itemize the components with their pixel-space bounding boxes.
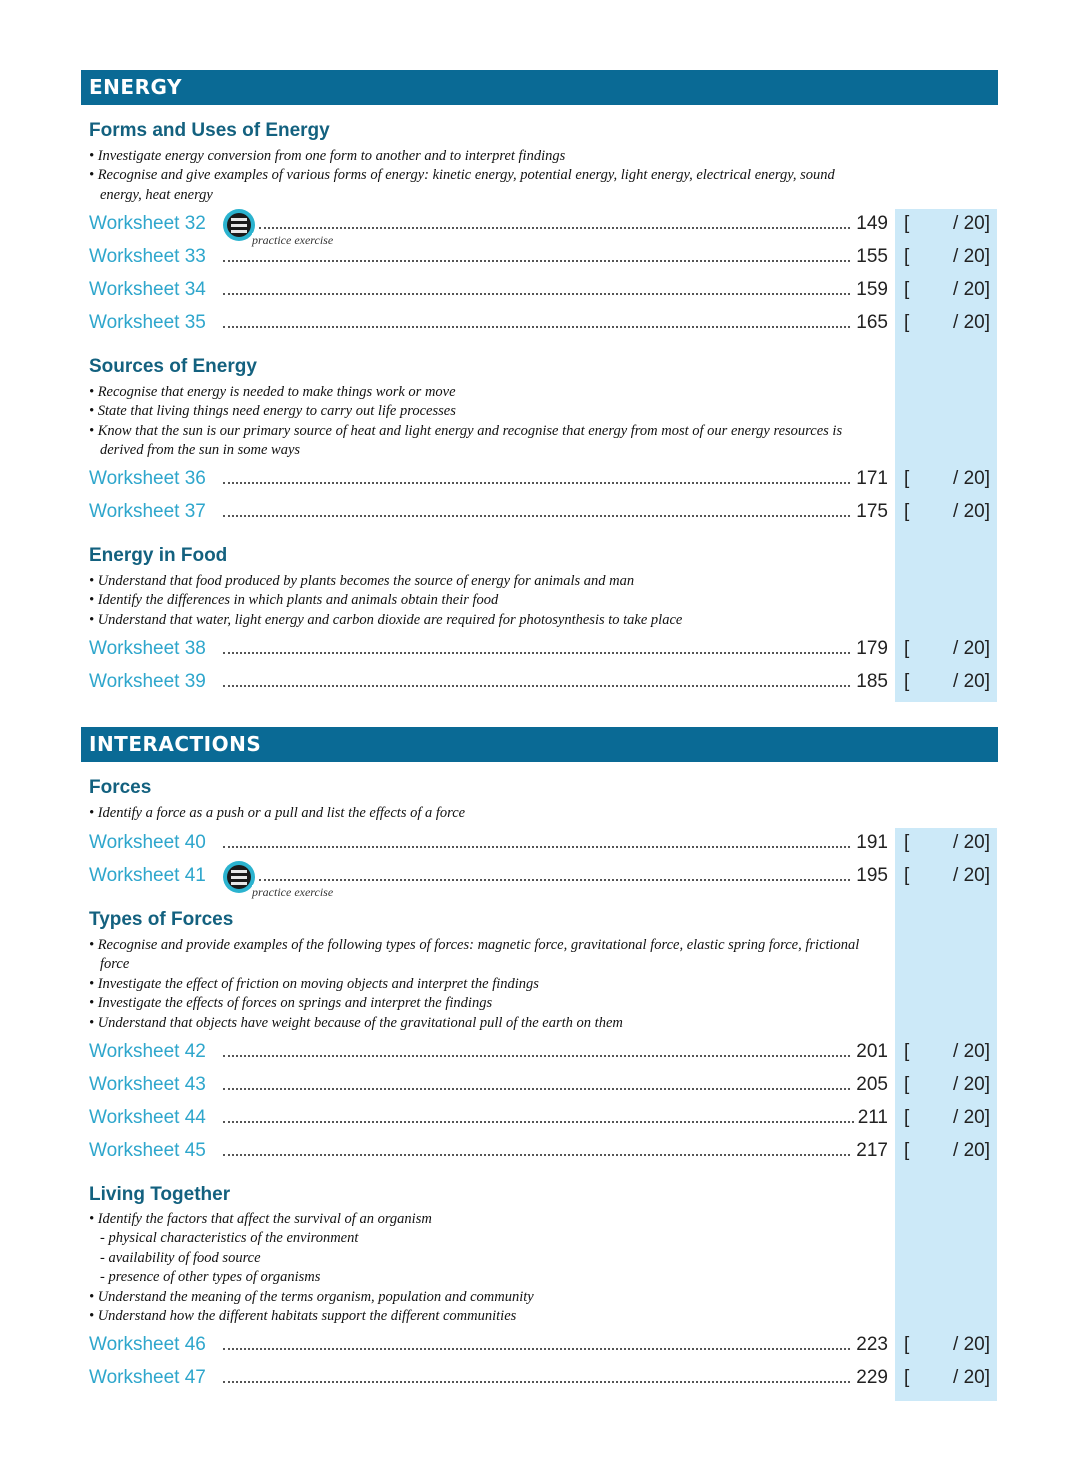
objective-item: • Understand that water, light energy and carbon dioxide are required for photosynthesis to take place: [89, 611, 683, 628]
score-bracket: [: [904, 865, 910, 886]
objective-item: • Investigate energy conversion from one form to another and to interpret findings: [89, 148, 566, 164]
leader-dots: [223, 685, 854, 687]
score-bracket: [: [904, 1140, 910, 1161]
icon-caption: practice exercise: [252, 233, 334, 247]
topic-objectives: [89, 936, 869, 1033]
section-banner-energy: ENERGY: [81, 70, 998, 105]
score-total: / 20]: [953, 1367, 990, 1388]
worksheet-row[interactable]: [89, 468, 994, 496]
leader-dots: [223, 326, 854, 328]
objective-item: • Understand that objects have weight because of the gravitational pull of the earth on them: [89, 1014, 623, 1031]
objective-item: • Understand how the different habitats support the different communities: [89, 1308, 517, 1325]
objective-item: • Recognise that energy is needed to make things work or move: [89, 384, 456, 400]
worksheet-link[interactable]: Worksheet 46: [89, 1334, 206, 1355]
topic-objectives: [89, 147, 869, 205]
score-total: / 20]: [953, 1041, 990, 1062]
objective-item: • Investigate the effects of forces on springs and interpret the findings: [89, 995, 493, 1012]
objective-item: • Know that the sun is our primary source of heat and light energy and recognise that energy from most of our energy resources is derived from the sun in some ways: [89, 422, 843, 459]
page-number: 211: [854, 1107, 888, 1129]
page-number: 195: [852, 865, 888, 887]
page-number: 185: [852, 671, 888, 693]
score-total: / 20]: [953, 501, 990, 522]
score-bracket: [: [904, 1041, 910, 1062]
score-bracket: [: [904, 671, 910, 692]
leader-dots: [223, 293, 854, 295]
worksheet-link[interactable]: Worksheet 44: [89, 1107, 206, 1128]
worksheet-row[interactable]: [89, 865, 994, 899]
score-total: / 20]: [953, 468, 990, 489]
score-total: / 20]: [953, 1140, 990, 1161]
score-bracket: [: [904, 501, 910, 522]
worksheet-link[interactable]: Worksheet 35: [89, 312, 206, 333]
page-number: 149: [852, 213, 888, 235]
score-bracket: [: [904, 1334, 910, 1355]
topic-title: Forms and Uses of Energy: [89, 120, 330, 141]
icon-caption: practice exercise: [252, 885, 334, 899]
score-bracket: [: [904, 1367, 910, 1388]
objective-item: • Understand that food produced by plants becomes the source of energy for animals and man: [89, 573, 635, 589]
score-bracket: [: [904, 1074, 910, 1095]
page-number: 205: [852, 1074, 888, 1096]
worksheet-row[interactable]: [89, 1107, 994, 1135]
topic-title: Energy in Food: [89, 545, 228, 566]
worksheet-row[interactable]: [89, 501, 994, 529]
objective-item: • Identify a force as a push or a pull and list the effects of a force: [89, 805, 466, 821]
leader-dots: [223, 652, 854, 654]
practice-exercise-icon: [223, 209, 255, 241]
leader-dots: [223, 1348, 854, 1350]
topic-title: Living Together: [89, 1184, 231, 1205]
worksheet-link[interactable]: Worksheet 40: [89, 832, 206, 853]
worksheet-row[interactable]: [89, 1334, 994, 1362]
worksheet-row[interactable]: [89, 213, 994, 247]
worksheet-link[interactable]: Worksheet 34: [89, 279, 206, 300]
topic-title: Types of Forces: [89, 909, 234, 930]
worksheet-link[interactable]: Worksheet 38: [89, 638, 206, 659]
worksheet-row[interactable]: [89, 312, 994, 340]
worksheet-row[interactable]: [89, 246, 994, 274]
worksheet-row[interactable]: [89, 638, 994, 666]
worksheet-link[interactable]: Worksheet 47: [89, 1367, 206, 1388]
page-number: 223: [852, 1334, 888, 1356]
objective-subitem: - presence of other types of organisms: [100, 1269, 321, 1286]
worksheet-row[interactable]: [89, 279, 994, 307]
worksheet-link[interactable]: Worksheet 36: [89, 468, 206, 489]
score-bracket: [: [904, 468, 910, 489]
worksheet-link[interactable]: Worksheet 39: [89, 671, 206, 692]
topic-objectives: [89, 383, 869, 461]
page-number: 159: [852, 279, 888, 301]
objective-item: • State that living things need energy to carry out life processes: [89, 403, 456, 420]
score-bracket: [: [904, 832, 910, 853]
score-total: / 20]: [953, 246, 990, 267]
page-number: 175: [852, 501, 888, 523]
score-total: / 20]: [953, 638, 990, 659]
score-bracket: [: [904, 312, 910, 333]
topic-title: Forces: [89, 777, 152, 798]
leader-dots: [223, 260, 854, 262]
objective-item: • Recognise and provide examples of the following types of forces: magnetic force, gravitational force, elastic spring force, frictional force: [89, 937, 860, 973]
objective-subitem: - availability of food source: [100, 1249, 261, 1266]
score-total: / 20]: [953, 213, 990, 234]
score-bracket: [: [904, 246, 910, 267]
topic-objectives: [89, 572, 869, 630]
page-number: 155: [852, 246, 888, 268]
leader-dots: [223, 1055, 854, 1057]
topic-title: Sources of Energy: [89, 356, 257, 377]
topic-objectives: [89, 804, 869, 823]
page-number: 171: [852, 468, 888, 490]
objective-subitem: - physical characteristics of the environment: [100, 1230, 359, 1247]
page-number: 201: [852, 1041, 888, 1063]
leader-dots: [259, 879, 854, 881]
score-bracket: [: [904, 1107, 910, 1128]
worksheet-link[interactable]: Worksheet 37: [89, 501, 206, 522]
practice-exercise-icon: [223, 861, 255, 893]
score-total: / 20]: [953, 671, 990, 692]
leader-dots: [223, 846, 854, 848]
worksheet-row[interactable]: [89, 1041, 994, 1069]
worksheet-link[interactable]: Worksheet 45: [89, 1140, 206, 1161]
topic-objectives: [89, 1210, 869, 1326]
worksheet-row[interactable]: [89, 1074, 994, 1102]
leader-dots: [223, 515, 854, 517]
worksheet-link[interactable]: Worksheet 42: [89, 1041, 206, 1062]
score-total: / 20]: [953, 312, 990, 333]
objective-item: • Identify the differences in which plants and animals obtain their food: [89, 592, 499, 609]
leader-dots: [223, 1088, 854, 1090]
worksheet-link[interactable]: Worksheet 43: [89, 1074, 206, 1095]
objective-item: • Investigate the effect of friction on moving objects and interpret the findings: [89, 975, 539, 992]
worksheet-link[interactable]: Worksheet 33: [89, 246, 206, 267]
score-bracket: [: [904, 638, 910, 659]
leader-dots: [223, 482, 854, 484]
objective-item: • Understand the meaning of the terms organism, population and community: [89, 1288, 534, 1305]
leader-dots: [223, 1381, 854, 1383]
page-number: 165: [852, 312, 888, 334]
score-total: / 20]: [953, 1107, 990, 1128]
leader-dots: [223, 1121, 854, 1123]
section-banner-interactions: INTERACTIONS: [81, 727, 998, 762]
worksheet-link[interactable]: Worksheet 32: [89, 213, 206, 234]
page-number: 229: [852, 1367, 888, 1389]
page-number: 191: [852, 832, 888, 854]
worksheet-row[interactable]: [89, 671, 994, 699]
objective-item: • Recognise and give examples of various forms of energy: kinetic energy, potential energy, light energy, electrical energy, sound energy, heat energy: [89, 167, 835, 203]
score-bracket: [: [904, 279, 910, 300]
score-total: / 20]: [953, 1334, 990, 1355]
worksheet-row[interactable]: [89, 832, 994, 860]
score-total: / 20]: [953, 832, 990, 853]
page-number: 217: [852, 1140, 888, 1162]
page-number: 179: [852, 638, 888, 660]
score-total: / 20]: [953, 279, 990, 300]
worksheet-row[interactable]: [89, 1367, 994, 1395]
leader-dots: [223, 1154, 854, 1156]
leader-dots: [259, 227, 854, 229]
worksheet-row[interactable]: [89, 1140, 994, 1168]
score-total: / 20]: [953, 865, 990, 886]
worksheet-link[interactable]: Worksheet 41: [89, 865, 206, 886]
score-bracket: [: [904, 213, 910, 234]
objective-item: • Identify the factors that affect the survival of an organism: [89, 1211, 432, 1227]
score-total: / 20]: [953, 1074, 990, 1095]
